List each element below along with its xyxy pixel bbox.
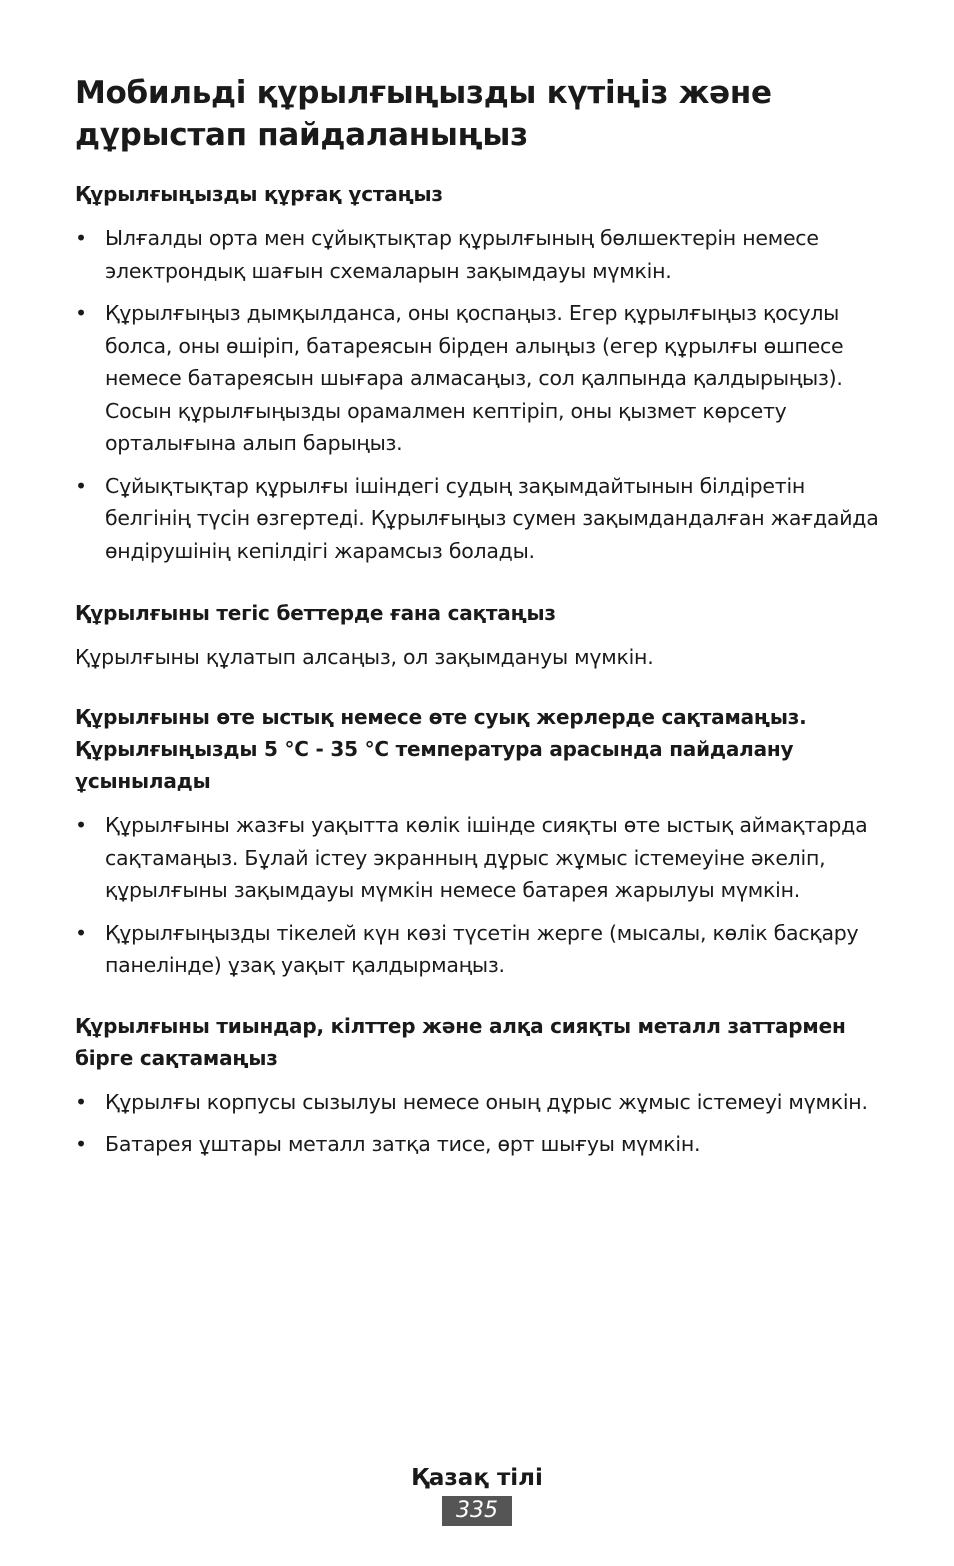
- footer-language: Қазақ тілі: [411, 1465, 543, 1491]
- list-item-text: Құрылғыны жазғы уақытта көлік ішінде сияқты өте ыстық аймақтарда сақтамаңыз. Бұлай істеу экранның дұрыс жұмыс істемеуіне әкеліп, құрылғыны зақымдауы мүмкін немесе батарея жарылуы мүмкін.: [105, 813, 868, 902]
- section-temperature: [75, 701, 885, 982]
- page-title: Мобильді құрылғыңызды күтіңіз және дұрыстап пайдаланыңыз: [75, 75, 772, 153]
- list-item: [75, 297, 885, 460]
- list-item-text: Батарея ұштары металл затқа тисе, өрт шығуы мүмкін.: [105, 1132, 701, 1156]
- bullet-marker: •: [75, 1132, 87, 1156]
- bullet-marker: •: [75, 301, 87, 325]
- list-item-text: Сұйықтықтар құрылғы ішіндегі судың зақымдайтынын білдіретін белгінің түсін өзгертеді. Құрылғыңыз сумен зақымдандалған жағдайда өндірушінің кепілдігі жарамсыз болады.: [105, 473, 879, 563]
- list-item: [75, 1128, 885, 1161]
- bullet-marker: •: [75, 226, 87, 250]
- bullet-marker: •: [75, 473, 87, 498]
- bullet-list: [75, 809, 885, 982]
- list-item: [75, 1086, 885, 1119]
- bullet-marker: •: [75, 1089, 87, 1114]
- section-heading: Құрылғыны тегіс беттерде ғана сақтаңыз: [75, 601, 556, 625]
- list-item: [75, 809, 885, 907]
- page-footer: [0, 1462, 954, 1526]
- section-paragraph: Құрылғыны құлатып алсаңыз, ол зақымдануы мүмкін.: [75, 645, 654, 669]
- list-item-text: Ылғалды орта мен сұйықтықтар құрылғының бөлшектерін немесе электрондық шағын схемаларын зақымдауы мүмкін.: [105, 226, 819, 283]
- section-heading: Құрылғыңызды құрғақ ұстаңыз: [75, 182, 443, 206]
- bullet-marker: •: [75, 813, 87, 837]
- page-number: 335: [442, 1496, 512, 1526]
- list-item: [75, 222, 885, 287]
- document-page: [75, 72, 885, 1161]
- bullet-list: [75, 222, 885, 567]
- section-flat-surface: [75, 597, 885, 673]
- list-item-text: Құрылғыңыз дымқылданса, оны қоспаңыз. Егер құрылғыңыз қосулы болса, оны өшіріп, батареясын бірден алыңыз (егер құрылғы өшпесе немесе батареясын шығара алмасаңыз, сол қалпында қалдырыңыз). Сосын құрылғыңызды орамалмен кептіріп, оны қызмет көрсету орталығына алып барыңыз.: [105, 301, 844, 455]
- bullet-list: [75, 1086, 885, 1161]
- list-item-text: Құрылғыңызды тікелей күн көзі түсетін жерге (мысалы, көлік басқару панелінде) ұзақ уақыт қалдырмаңыз.: [105, 920, 859, 977]
- section-heading: Құрылғыны өте ыстық немесе өте суық жерлерде сақтамаңыз. Құрылғыңызды 5 °C - 35 °C температура арасында пайдалану ұсынылады: [75, 705, 807, 793]
- section-metal-objects: [75, 1010, 885, 1161]
- section-keep-dry: [75, 178, 885, 567]
- section-heading: Құрылғыны тиындар, кілттер және алқа сияқты металл заттармен бірге сақтамаңыз: [75, 1013, 846, 1070]
- list-item-text: Құрылғы корпусы сызылуы немесе оның дұрыс жұмыс істемеуі мүмкін.: [105, 1089, 868, 1114]
- bullet-marker: •: [75, 920, 87, 945]
- list-item: [75, 917, 885, 982]
- list-item: [75, 470, 885, 568]
